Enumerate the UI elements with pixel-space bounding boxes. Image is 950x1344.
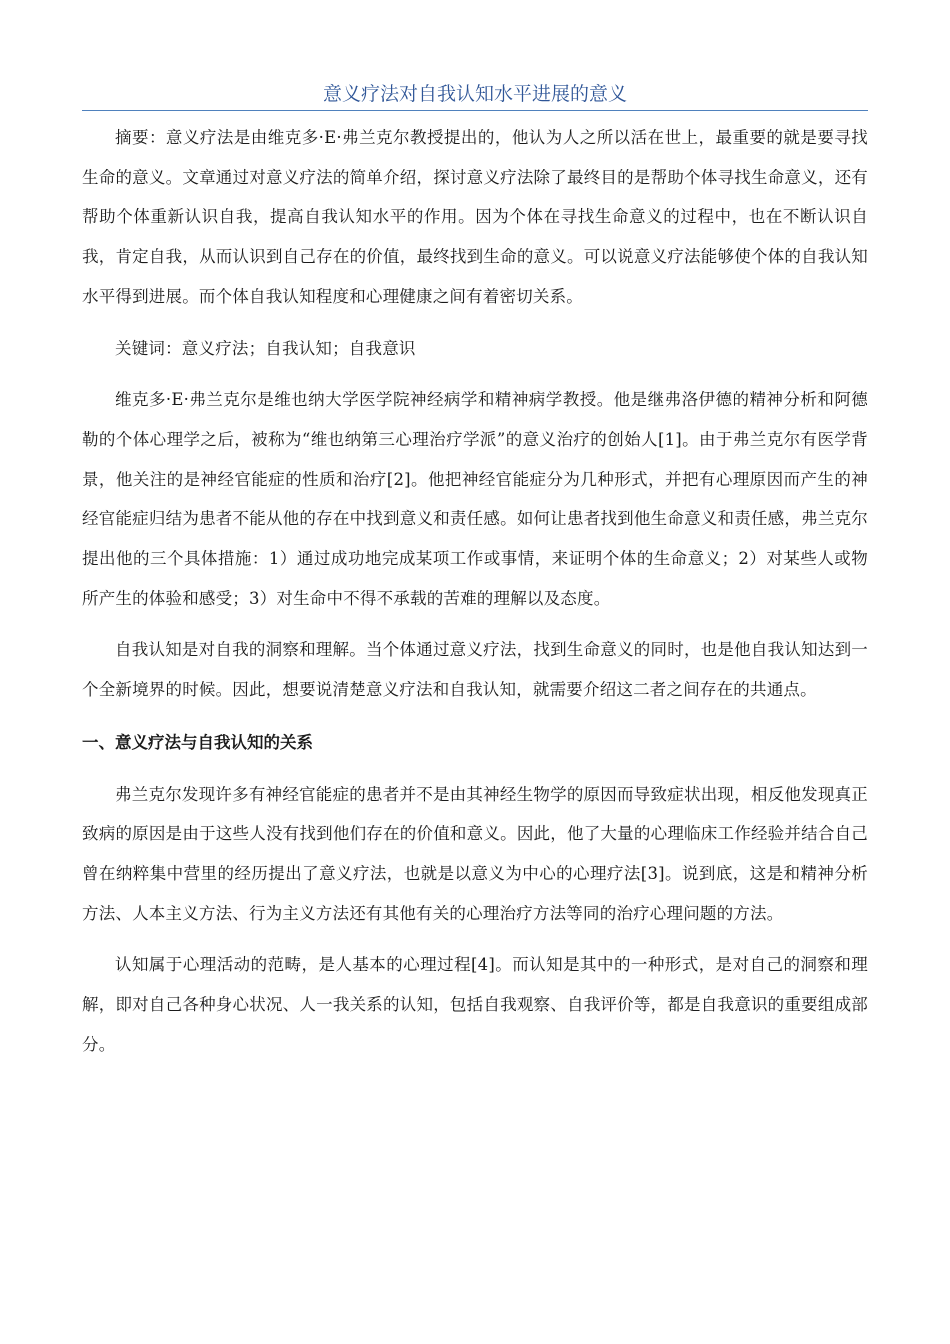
document-page [82,78,868,1064]
body-paragraph: 弗兰克尔发现许多有神经官能症的患者并不是由其神经生物学的原因而导致症状出现，相反他发现真正致病的原因是由于这些人没有找到他们存在的价值和意义。因此，他了大量的心理临床工作经验并结合自己曾在纳粹集中营里的经历提出了意义疗法，也就是以意义为中心的心理疗法[3]。说到底，这是和精神分析方法、人本主义方法、行为主义方法还有其他有关的心理治疗方法等同的治疗心理问题的方法。 [82,784,868,923]
document-title: 意义疗法对自我认知水平进展的意义 [82,78,868,111]
body-paragraph: 认知属于心理活动的范畴，是人基本的心理过程[4]。而认知是其中的一种形式，是对自己的洞察和理解，即对自己各种身心状况、人一我关系的认知，包括自我观察、自我评价等，都是自我意识的重要组成部分。 [82,955,868,1054]
keywords-paragraph: 关键词：意义疗法；自我认知；自我意识 [115,338,416,358]
intro-paragraph: 自我认知是对自我的洞察和理解。当个体通过意义疗法，找到生命意义的同时，也是他自我认知达到一个全新境界的时候。因此，想要说清楚意义疗法和自我认知，就需要介绍这二者之间存在的共通点。 [82,640,868,700]
abstract-paragraph: 摘要：意义疗法是由维克多·E·弗兰克尔教授提出的，他认为人之所以活在世上，最重要的就是要寻找生命的意义。文章通过对意义疗法的简单介绍，探讨意义疗法除了最终目的是帮助个体寻找生命意义，还有帮助个体重新认识自我，提高自我认知水平的作用。因为个体在寻找生命意义的过程中，也在不断认识自我，肯定自我，从而认识到自己存在的价值，最终找到生命的意义。可以说意义疗法能够使个体的自我认知水平得到进展。而个体自我认知程度和心理健康之间有着密切关系。 [82,128,868,306]
intro-paragraph: 维克多·E·弗兰克尔是维也纳大学医学院神经病学和精神病学教授。他是继弗洛伊德的精神分析和阿德勒的个体心理学之后，被称为“维也纳第三心理治疗学派”的意义治疗的创始人[1]。由于弗兰克尔有医学背景，他关注的是神经官能症的性质和治疗[2]。他把神经官能症分为几种形式，并把有心理原因而产生的神经官能症归结为患者不能从他的存在中找到意义和责任感。如何让患者找到他生命意义和责任感，弗兰克尔提出他的三个具体措施：1）通过成功地完成某项工作或事情，来证明个体的生命意义；2）对某些人或物所产生的体验和感受；3）对生命中不得不承载的苦难的理解以及态度。 [82,390,868,608]
section-heading: 一、意义疗法与自我认知的关系 [82,732,313,752]
